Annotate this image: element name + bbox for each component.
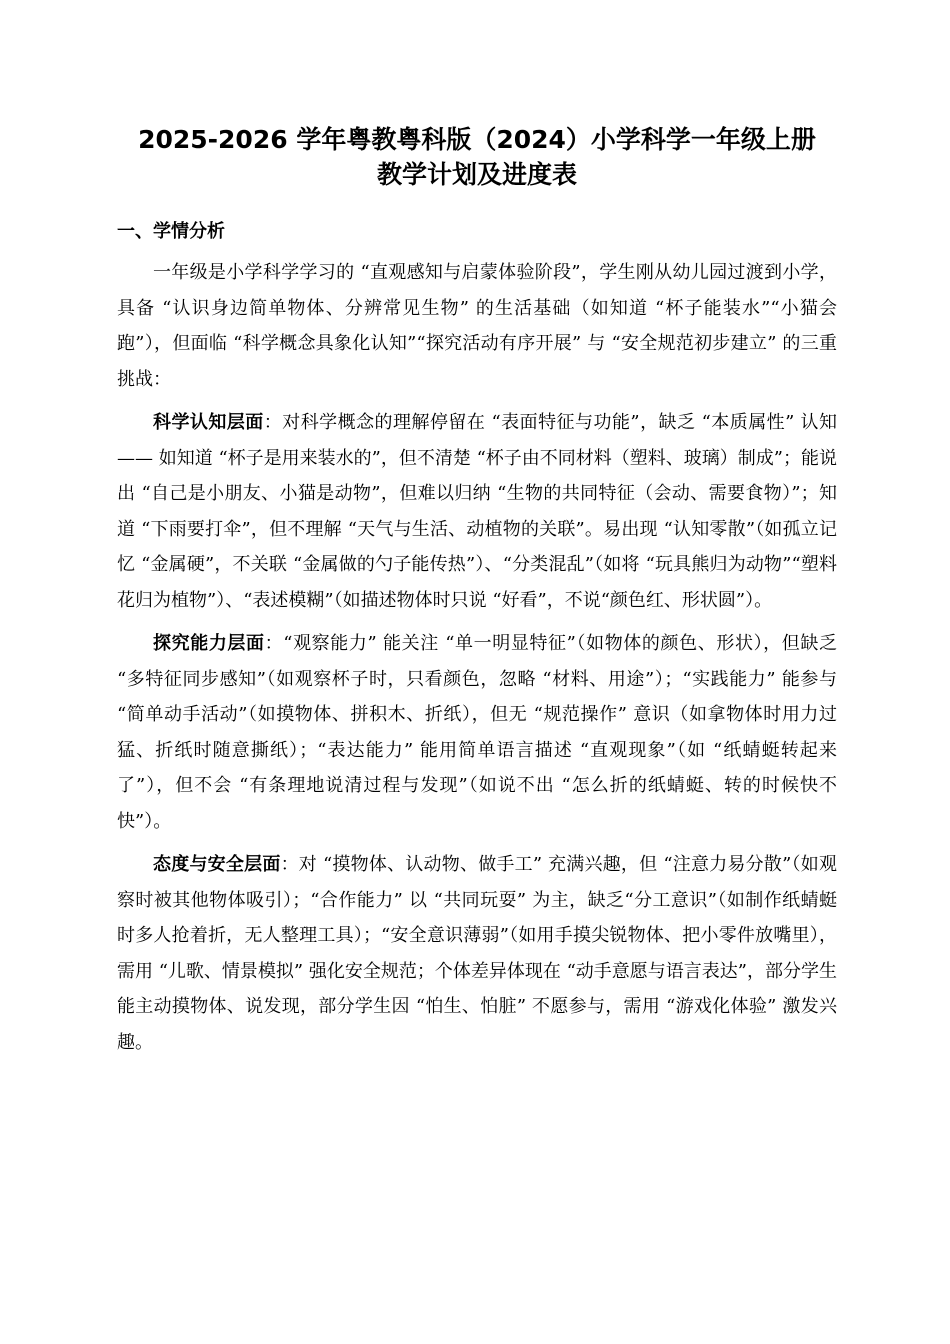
inquiry-text: ：“观察能力” 能关注 “单一明显特征”（如物体的颜色、形状），但缺乏 “多特征同步感知”（如观察杯子时，只看颜色，忽略 “材料、用途”）；“实践能力” 能参与 “简单动手活动”（如摸物体、拼积木、折纸），但无 “规范操作” 意识（如拿物体时用力过猛、折纸时随意撕纸）；“表达能力” 能用简单语言描述 “直观现象”（如 “纸蜻蜓转起来了”），但不会 “有条理地说清过程与发现”（如说不出 “怎么折的纸蜻蜓、转的时候快不快”）。 <box>117 633 838 832</box>
section-heading-learning-analysis: 一、学情分析 <box>117 221 225 242</box>
document-title <box>117 122 837 192</box>
inquiry-label: 探究能力层面 <box>153 633 265 654</box>
cognition-text: ：对科学概念的理解停留在 “表面特征与功能”，缺乏 “本质属性” 认知 —— 如知道 “杯子是用来装水的”，但不清楚 “杯子由不同材料（塑料、玻璃）制成”；能说出 “自己是小朋友、小猫是动物”，但难以归纳 “生物的共同特征（会动、需要食物）”；知道 “下雨要打伞”，但不理解 “天气与生活、动植物的关联”。易出现 “认知零散”（如孤立记忆 “金属硬”，不关联 “金属做的勺子能传热”）、“分类混乱”（如将 “玩具熊归为动物”“塑料花归为植物”）、“表述模糊”（如描述物体时只说 “好看”，不说“颜色红、形状圆”）。 <box>117 412 837 611</box>
attitude-text: ：对 “摸物体、认动物、做手工” 充满兴趣，但 “注意力易分散”（如观察时被其他物体吸引）；“合作能力” 以 “共同玩耍” 为主，缺乏“分工意识”（如制作纸蜻蜓时多人抢着折，无人整理工具）；“安全意识薄弱”（如用手摸尖锐物体、把小零件放嘴里），需用 “儿歌、情景模拟” 强化安全规范；个体差异体现在 “动手意愿与语言表达”，部分学生能主动摸物体、说发现，部分学生因 “怕生、怕脏” 不愿参与，需用 “游戏化体验” 激发兴趣。 <box>117 854 837 1053</box>
document-page <box>117 122 837 1068</box>
cognition-label: 科学认知层面 <box>153 412 264 433</box>
title-line-1: 2025-2026 学年粤教粤科版（2024）小学科学一年级上册 <box>138 125 816 154</box>
intro-paragraph: 一年级是小学科学学习的 “直观感知与启蒙体验阶段”，学生刚从幼儿园过渡到小学，具备 “认识身边简单物体、分辨常见生物” 的生活基础（如知道 “杯子能装水”“小猫会跑”），但面临 “科学概念具象化认知”“探究活动有序开展” 与 “安全规范初步建立” 的三重挑战： <box>117 262 837 390</box>
attitude-label: 态度与安全层面 <box>153 854 281 875</box>
cognition-paragraph <box>117 405 837 618</box>
title-line-2: 教学计划及进度表 <box>376 160 577 189</box>
inquiry-paragraph <box>117 626 837 839</box>
attitude-paragraph <box>117 847 837 1060</box>
